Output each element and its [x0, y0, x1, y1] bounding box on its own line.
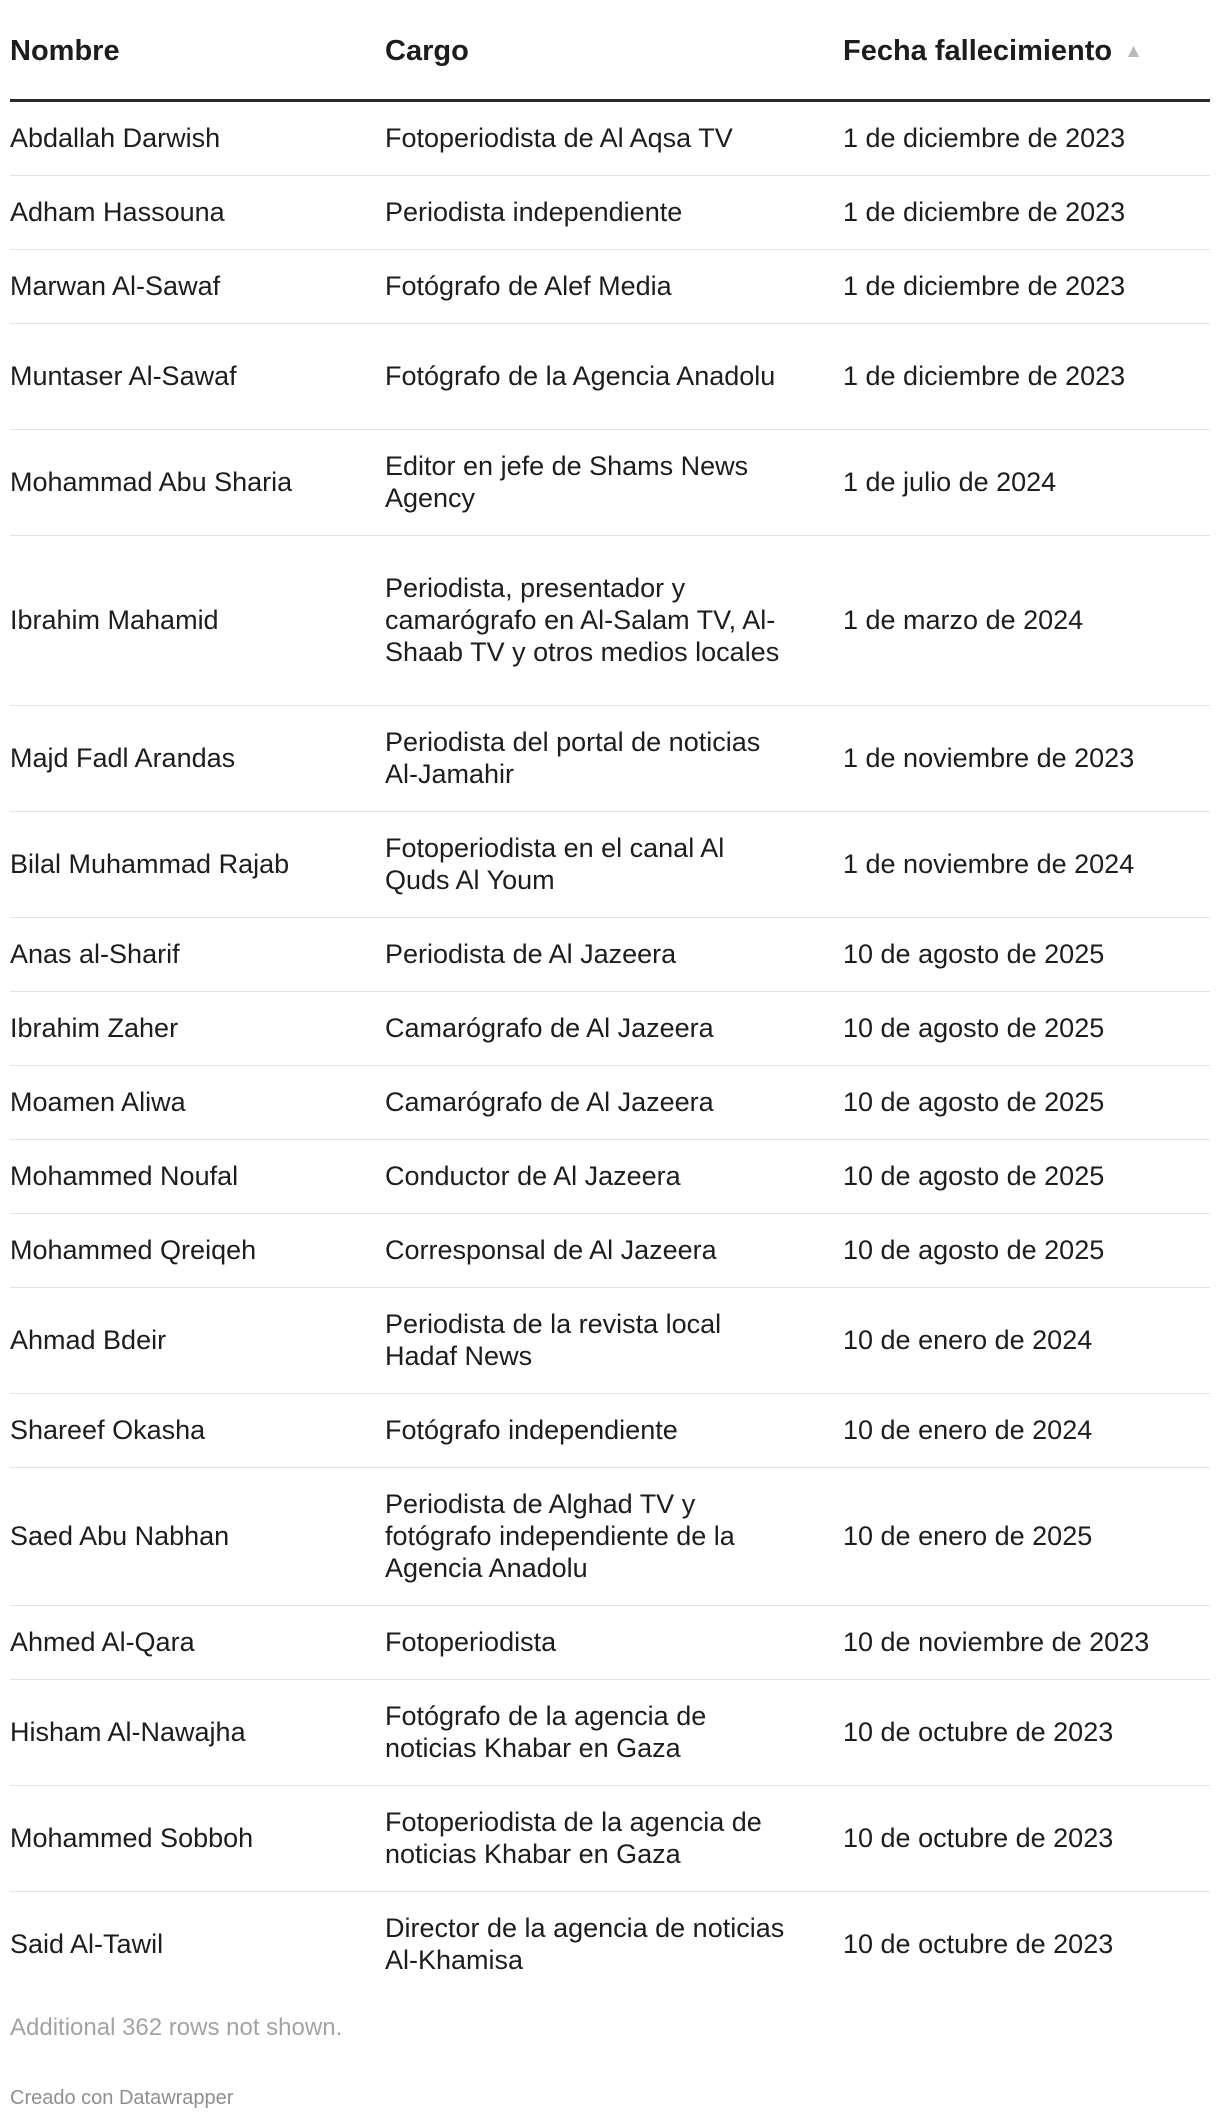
column-header-fecha-label: Fecha fallecimiento	[843, 34, 1113, 67]
cell-cargo: Periodista del portal de noticias Al-Jamahir	[385, 705, 843, 811]
table-header	[10, 0, 1210, 100]
cell-nombre: Abdallah Darwish	[10, 100, 385, 175]
table-row	[10, 1679, 1210, 1785]
cell-fecha: 10 de agosto de 2025	[843, 1139, 1210, 1213]
cell-fecha: 10 de octubre de 2023	[843, 1679, 1210, 1785]
cell-cargo: Fotógrafo independiente	[385, 1393, 843, 1467]
column-header-nombre-label: Nombre	[10, 34, 120, 67]
cell-cargo: Fotoperiodista de Al Aqsa TV	[385, 100, 843, 175]
cell-cargo: Periodista, presentador y camarógrafo en Al-Salam TV, Al-Shaab TV y otros medios locales	[385, 535, 843, 705]
cell-fecha: 1 de julio de 2024	[843, 429, 1210, 535]
cell-fecha: 10 de agosto de 2025	[843, 1213, 1210, 1287]
cell-cargo: Editor en jefe de Shams News Agency	[385, 429, 843, 535]
table-row	[10, 175, 1210, 249]
column-header-fecha[interactable]	[843, 0, 1210, 100]
cell-cargo: Periodista de Alghad TV y fotógrafo independiente de la Agencia Anadolu	[385, 1467, 843, 1605]
cell-fecha: 10 de noviembre de 2023	[843, 1605, 1210, 1679]
table-row	[10, 1785, 1210, 1891]
cell-fecha: 1 de diciembre de 2023	[843, 249, 1210, 323]
cell-fecha: 1 de noviembre de 2024	[843, 811, 1210, 917]
table-row	[10, 1213, 1210, 1287]
cell-nombre: Majd Fadl Arandas	[10, 705, 385, 811]
cell-nombre: Adham Hassouna	[10, 175, 385, 249]
table-row	[10, 535, 1210, 705]
table-row	[10, 705, 1210, 811]
cell-cargo: Corresponsal de Al Jazeera	[385, 1213, 843, 1287]
cell-fecha: 1 de noviembre de 2023	[843, 705, 1210, 811]
table-row	[10, 1139, 1210, 1213]
cell-nombre: Mohammed Qreiqeh	[10, 1213, 385, 1287]
cell-cargo: Fotoperiodista en el canal Al Quds Al Youm	[385, 811, 843, 917]
cell-fecha: 1 de marzo de 2024	[843, 535, 1210, 705]
cell-nombre: Marwan Al-Sawaf	[10, 249, 385, 323]
cell-fecha: 1 de diciembre de 2023	[843, 175, 1210, 249]
column-header-cargo[interactable]	[385, 0, 843, 100]
data-table-container	[10, 0, 1210, 1997]
table-row	[10, 429, 1210, 535]
rows-not-shown-note: Additional 362 rows not shown.	[10, 2014, 343, 2041]
cell-cargo: Fotoperiodista	[385, 1605, 843, 1679]
cell-nombre: Ibrahim Zaher	[10, 991, 385, 1065]
cell-cargo: Periodista de la revista local Hadaf News	[385, 1287, 843, 1393]
table-row	[10, 917, 1210, 991]
table-row	[10, 100, 1210, 175]
cell-cargo: Camarógrafo de Al Jazeera	[385, 1065, 843, 1139]
cell-nombre: Ibrahim Mahamid	[10, 535, 385, 705]
cell-nombre: Anas al-Sharif	[10, 917, 385, 991]
cell-nombre: Moamen Aliwa	[10, 1065, 385, 1139]
cell-nombre: Hisham Al-Nawajha	[10, 1679, 385, 1785]
sort-ascending-icon: ▲	[1124, 40, 1143, 62]
column-header-nombre[interactable]	[10, 0, 385, 100]
cell-nombre: Mohammad Abu Sharia	[10, 429, 385, 535]
cell-cargo: Fotoperiodista de la agencia de noticias Khabar en Gaza	[385, 1785, 843, 1891]
cell-nombre: Ahmed Al-Qara	[10, 1605, 385, 1679]
cell-cargo: Periodista de Al Jazeera	[385, 917, 843, 991]
cell-fecha: 10 de agosto de 2025	[843, 991, 1210, 1065]
table-row	[10, 249, 1210, 323]
table-row	[10, 323, 1210, 429]
cell-nombre: Saed Abu Nabhan	[10, 1467, 385, 1605]
cell-fecha: 10 de octubre de 2023	[843, 1785, 1210, 1891]
table-row	[10, 991, 1210, 1065]
cell-fecha: 1 de diciembre de 2023	[843, 100, 1210, 175]
cell-fecha: 10 de enero de 2025	[843, 1467, 1210, 1605]
cell-nombre: Muntaser Al-Sawaf	[10, 323, 385, 429]
cell-nombre: Mohammed Sobboh	[10, 1785, 385, 1891]
cell-cargo: Conductor de Al Jazeera	[385, 1139, 843, 1213]
cell-fecha: 10 de agosto de 2025	[843, 917, 1210, 991]
table-row	[10, 1467, 1210, 1605]
cell-cargo: Director de la agencia de noticias Al-Khamisa	[385, 1913, 785, 1975]
cell-fecha: 10 de agosto de 2025	[843, 1065, 1210, 1139]
cell-cargo: Fotógrafo de Alef Media	[385, 249, 843, 323]
table-row	[10, 1605, 1210, 1679]
cell-fecha: 10 de enero de 2024	[843, 1287, 1210, 1393]
table-row	[10, 1287, 1210, 1393]
table-row	[10, 1065, 1210, 1139]
cell-cargo: Periodista independiente	[385, 175, 843, 249]
cell-nombre: Shareef Okasha	[10, 1393, 385, 1467]
table-row	[10, 1393, 1210, 1467]
cell-cargo: Fotógrafo de la Agencia Anadolu	[385, 323, 843, 429]
cell-nombre: Mohammed Noufal	[10, 1139, 385, 1213]
cell-nombre: Bilal Muhammad Rajab	[10, 811, 385, 917]
cell-cargo: Camarógrafo de Al Jazeera	[385, 991, 843, 1065]
table-row	[10, 811, 1210, 917]
header-row	[10, 0, 1210, 100]
cell-fecha: 10 de octubre de 2023	[843, 1929, 1114, 1959]
datawrapper-credit: Creado con Datawrapper	[10, 2087, 234, 2109]
cell-fecha: 10 de enero de 2024	[843, 1393, 1210, 1467]
cell-fecha: 1 de diciembre de 2023	[843, 323, 1210, 429]
data-table	[10, 0, 1210, 1997]
column-header-cargo-label: Cargo	[385, 34, 469, 67]
table-row	[10, 1891, 1210, 1997]
cell-nombre: Ahmad Bdeir	[10, 1287, 385, 1393]
cell-cargo: Fotógrafo de la agencia de noticias Khabar en Gaza	[385, 1679, 843, 1785]
table-body	[10, 100, 1210, 1997]
cell-nombre: Said Al-Tawil	[10, 1929, 164, 1959]
